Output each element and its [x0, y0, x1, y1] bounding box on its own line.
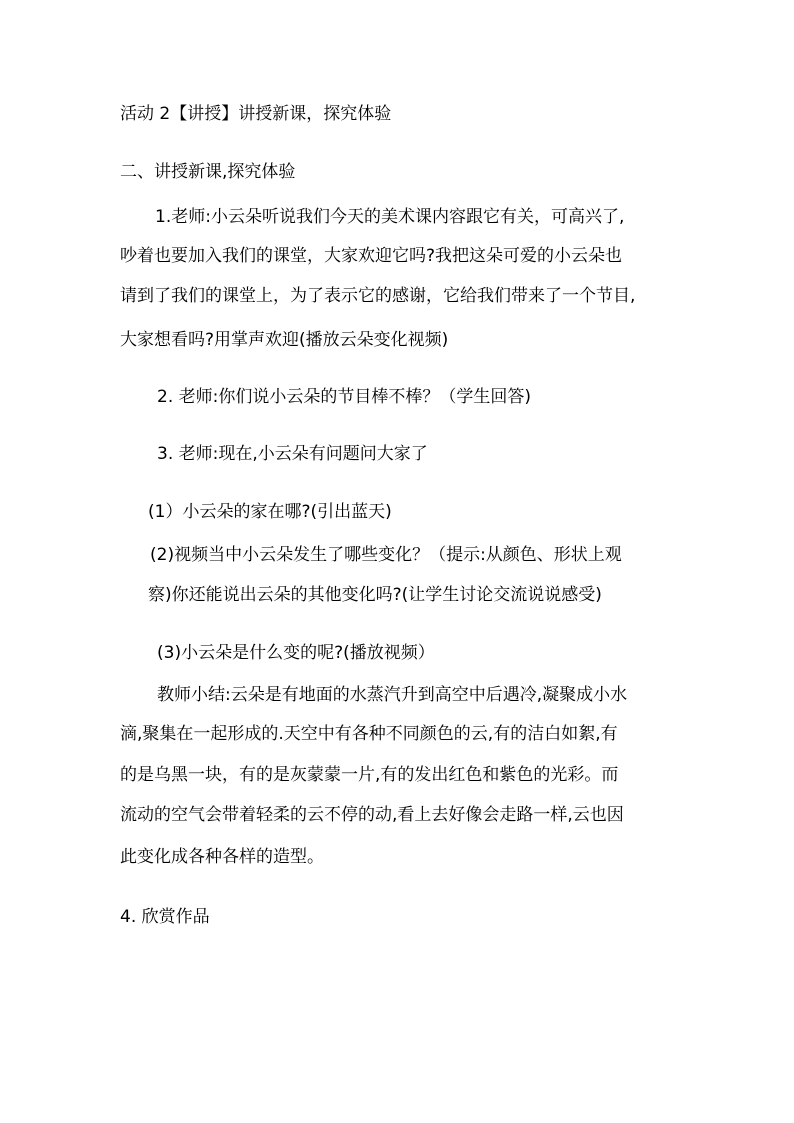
paragraph-1-line-3: 请到了我们的课堂上，为了表示它的感谢，它给我们带来了一个节目, [120, 286, 636, 306]
summary-line-2: 滴,聚集在一起形成的.天空中有各种不同颜色的云,有的洁白如絮,有 [120, 724, 618, 744]
paragraph-3: 3. 老师:现在,小云朵有问题问大家了 [157, 444, 428, 464]
activity-heading: 活动 2【讲授】讲授新课，探究体验 [120, 104, 392, 124]
question-1: (1）小云朵的家在哪?(引出蓝天) [148, 502, 392, 522]
section-heading: 二、讲授新课,探究体验 [120, 162, 296, 182]
question-2-line-2: 察)你还能说出云朵的其他变化吗?(让学生讨论交流说说感受) [148, 585, 602, 605]
summary-line-3: 的是乌黑一块，有的是灰蒙蒙一片,有的发出红色和紫色的光彩。而 [120, 765, 619, 785]
summary-line-5: 此变化成各种各样的造型。 [120, 847, 324, 867]
paragraph-1-line-1: 1.老师:小云朵听说我们今天的美术课内容跟它有关，可高兴了, [155, 207, 625, 227]
paragraph-1-line-4: 大家想看吗?用掌声欢迎(播放云朵变化视频) [120, 330, 449, 350]
question-3: (3)小云朵是什么变的呢?(播放视频） [157, 643, 435, 663]
summary-line-1: 教师小结:云朵是有地面的水蒸汽升到高空中后遇冷,凝聚成小水 [157, 685, 628, 705]
paragraph-1-line-2: 吵着也要加入我们的课堂，大家欢迎它吗?我把这朵可爱的小云朵也 [120, 246, 623, 266]
question-2-line-1: (2)视频当中小云朵发生了哪些变化？（提示:从颜色、形状上观 [150, 545, 622, 565]
summary-line-4: 流动的空气会带着轻柔的云不停的动,看上去好像会走路一样,云也因 [120, 805, 624, 825]
paragraph-4: 4. 欣赏作品 [120, 907, 210, 927]
paragraph-2: 2. 老师:你们说小云朵的节目棒不棒？（学生回答) [157, 387, 531, 407]
